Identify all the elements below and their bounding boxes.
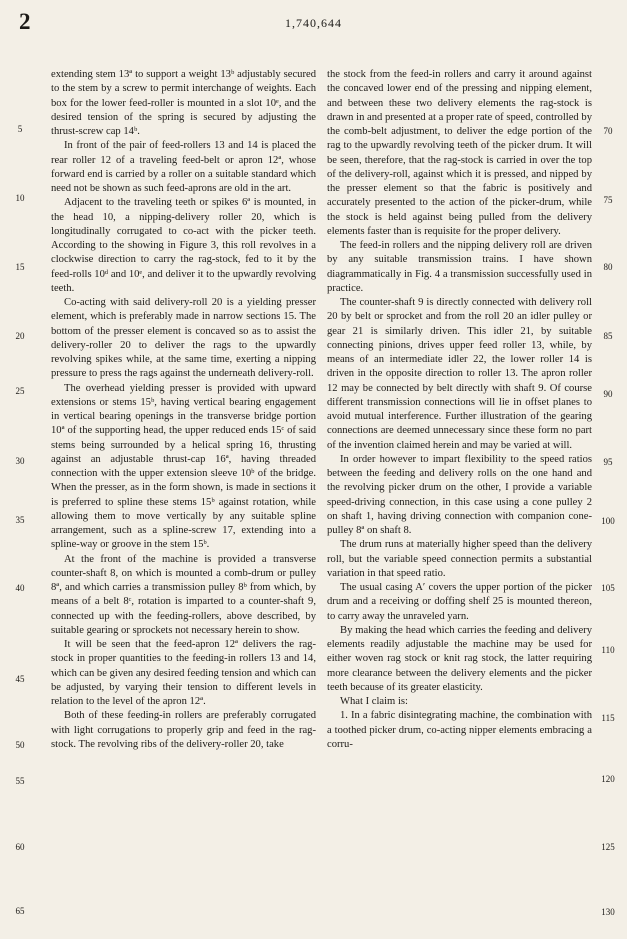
line-number: 80 — [603, 262, 613, 272]
line-number: 10 — [15, 193, 25, 203]
paragraph: extending stem 13ª to support a weight 13ᵇ adjustably secured to the stem by a screw to permit interchange of weights. Each box for the lower feed-roller is mounted in a slot 10ᵉ, and the desired tension of the spring is secured by adjusting the thrust-screw cap 14ᵇ. — [51, 69, 316, 137]
left-text-column — [51, 68, 316, 752]
line-number: 105 — [601, 583, 615, 593]
paragraph: In order however to impart flexibility to the speed ratios between the feeding and delivery rolls on the one hand and the revolving picker drum on the other, I provide a variable speed-driving connection, in this case using a cone pulley 2 on shaft 1, having driving connection with companion cone-pulley 8ª on shaft 8. — [327, 453, 592, 536]
line-number: 60 — [15, 842, 25, 852]
line-number: 55 — [15, 776, 25, 786]
line-number: 20 — [15, 331, 25, 341]
line-number: 110 — [601, 645, 615, 655]
line-number: 90 — [603, 389, 613, 399]
line-number: 130 — [601, 907, 615, 917]
line-number: 25 — [15, 386, 25, 396]
line-number: 65 — [15, 906, 25, 916]
line-number: 125 — [601, 842, 615, 852]
paragraph: By making the head which carries the feeding and delivery elements readily adjustable the machine may be used for either woven rag stock or knit rag stock, the latter requiring more clearance between the delivery elements and the picker teeth because of its greater elasticity. — [327, 624, 592, 693]
page-number: 2 — [19, 9, 31, 34]
line-number: 95 — [603, 457, 613, 467]
line-number: 115 — [601, 713, 615, 723]
line-number: 85 — [603, 331, 613, 341]
line-number: 70 — [603, 126, 613, 136]
paragraph: The overhead yielding presser is provided with upward extensions or stems 15ᵇ, having vertical bearing engagement in vertical bearing openings in the transverse bridge portion 10ª of the supporting head, the upper reduced ends 15ᶜ of said stems being surrounded by a helical spring 16, thrusting against an adjustable thrust-cap 16ª, having threaded connection with the upper extension sleeve 10ᵇ of the bridge. When the presser, as in the form shown, is made in sections it is preferred to spline these stems 15ᵇ against rotation, while allowing them to move vertically by any suitable spline arrangement, such as a spline-screw 17, extending into a spline-way or groove in the stem 15ᵇ. — [51, 382, 316, 551]
paragraph: In front of the pair of feed-rollers 13 and 14 is placed the rear roller 12 of a traveling feed-belt or apron 12ª, whose forward end is carried by a roller on a suitable standard which need not be shown as such feed-aprons are old in the art. — [51, 140, 316, 194]
paragraph: The drum runs at materially higher speed than the delivery roll, but the variable speed connection permits a substantial variation in that speed ratio. — [327, 539, 592, 579]
line-number: 5 — [17, 124, 23, 134]
line-number: 30 — [15, 456, 25, 466]
paragraph: What I claim is: — [340, 696, 408, 707]
line-number: 45 — [15, 674, 25, 684]
patent-number: 1,740,644 — [285, 16, 342, 30]
paragraph: The feed-in rollers and the nipping delivery roll are driven by any suitable transmission trains. I have shown diagrammatically in Fig. 4 a transmission successfully used in practice. — [327, 240, 592, 294]
paragraph: Adjacent to the traveling teeth or spikes 6ª is mounted, in the head 10, a nipping-delivery roller 20, which is longitudinally corrugated to co-act with the picker teeth. According to the showing in Figure 3, this roll revolves in a clockwise direction to carry the rag-stock, fed to it by the feed-rolls 10ᵈ and 10ᵉ, and deliver it to the upwardly revolving teeth. — [51, 197, 316, 294]
line-number: 35 — [15, 515, 25, 525]
paragraph: The usual casing A′ covers the upper portion of the picker drum and a receiving or doffing shelf 25 is mounted thereon, to carry away the unraveled yarn. — [327, 582, 592, 622]
line-number: 75 — [603, 195, 613, 205]
paragraph: The counter-shaft 9 is directly connected with delivery roll 20 by belt or sprocket and from the roll 20 an idler pulley or gear 21 is similarly driven. This idler 21, by suitable connecting pinions, drives upper feed roller 13, while, by means of an intermediate idler 22, the lower roller 14 is driven in the opposite direction to roller 13. The apron roller 12 may be connected by belt directly with shaft 9. Of course different transmission connections will lie in offset planes to avoid mutual interference. Further illustration of the gearing connections are deemed unnecessary since these form no part of the invention claimed herein and may be varied at will. — [327, 297, 592, 451]
paragraph: 1. In a fabric disintegrating machine, the combination with a toothed picker drum, co-acting nipper elements embracing a corru- — [327, 710, 592, 750]
line-number: 15 — [15, 262, 25, 272]
paragraph: At the front of the machine is provided a transverse counter-shaft 8, on which is mounted a comb-drum or pulley 8ª, and which carries a transmission pulley 8ᵇ from which, by means of a belt 8ᶜ, rotation is imparted to a counter-shaft 9, connected up with the feeding-rollers, above described, by suitable gearing or sprockets not necessary herein to show. — [51, 553, 316, 636]
paragraph: the stock from the feed-in rollers and carry it around against the concaved lower end of the pressing and nipping element, and between these two delivery elements the rag-stock is drawn in and presented at a proper rate of speed, controlled by the comb-belt adjustment, to deliver the edge portion of the rag to the upwardly revolving teeth of the picker drum. It will be seen, therefore, that the rag-stock is carried in over the top of the delivery-roll, against which it is pressed, and nipped by the presser element so that the fabric is positively and accurately presented to the action of the picker-drum, while the stock is held against being pulled from the delivery elements faster than is requisite for the proper delivery. — [327, 69, 592, 237]
paragraph: Co-acting with said delivery-roll 20 is a yielding presser element, which is preferably made in narrow sections 15. The bottom of the presser element is concaved so as to assist the delivery-roller 20 to deliver the rags to the upwardly revolving spikes while, at the same time, exerting a nipping pressure to press the rags against the underneath delivery-roll. — [51, 297, 316, 380]
line-number: 100 — [601, 516, 615, 526]
paragraph: Both of these feeding-in rollers are preferably corrugated with light corrugations to properly grip and feed in the rag-stock. The revolving ribs of the delivery-roller 20, take — [51, 710, 316, 750]
line-number: 50 — [15, 740, 25, 750]
right-text-column — [327, 68, 592, 752]
paragraph: It will be seen that the feed-apron 12ª delivers the rag-stock in proper quantities to the feeding-in rollers 13 and 14, which can be given any desired feeding tension and which can be adjusted, by varying their tension to different levels in relation to the level of the apron 12ª. — [51, 639, 316, 707]
line-number: 120 — [601, 774, 615, 784]
line-number: 40 — [15, 583, 25, 593]
